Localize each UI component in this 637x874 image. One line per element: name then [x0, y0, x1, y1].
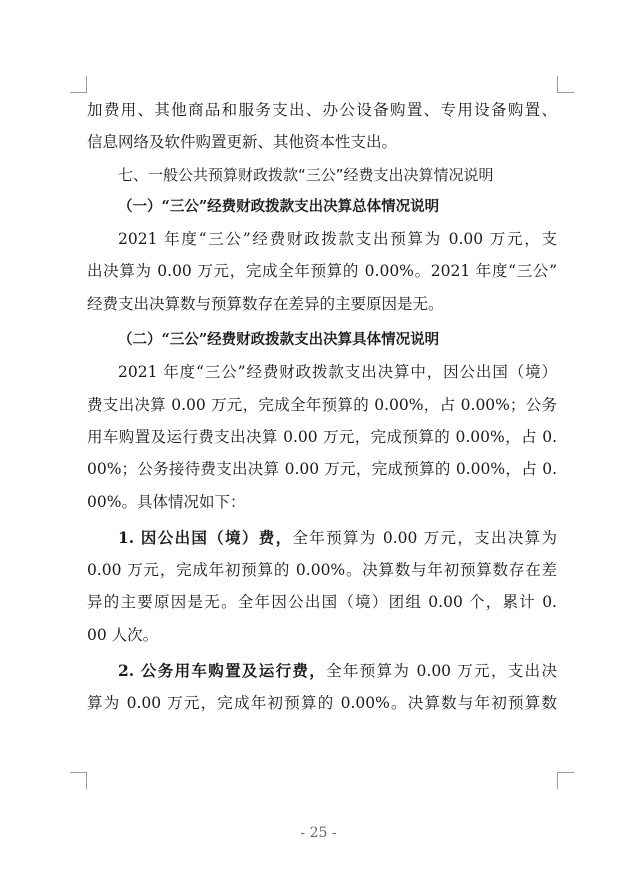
item-1-title: 1. 因公出国（境）费， — [118, 527, 293, 547]
body-line: 经费支出决算数与预算数存在差异的主要原因是无。 — [87, 294, 444, 313]
crop-mark-top-right — [557, 76, 574, 93]
body-line: 00 人次。 — [87, 625, 159, 644]
body-line: 加费用、其他商品和服务支出、办公设备购置、专用设备购置、 — [87, 101, 557, 119]
subsection-heading-1: （一）“三公”经费财政拨款支出决算总体情况说明 — [118, 197, 440, 215]
item-2-text: 全年预算为 0.00 万元，支出决 — [326, 662, 557, 681]
item-2-title: 2. 公务用车购置及运行费， — [118, 661, 327, 681]
body-line: 00%。具体情况如下： — [87, 492, 246, 511]
body-line: 出决算为 0.00 万元，完成全年预算的 0.00%。2021 年度“三公” — [87, 262, 557, 281]
section-heading-7: 七、一般公共预算财政拨款“三公”经费支出决算情况说明 — [118, 165, 494, 184]
body-line: 0.00 万元，完成年初预算的 0.00%。决算数与年初预算数存在差 — [87, 561, 557, 580]
paragraph-item-1-line — [87, 523, 557, 553]
item-1-text: 全年预算为 0.00 万元，支出决算为 — [292, 528, 557, 547]
body-line: 2021 年度“三公”经费财政拨款支出预算为 0.00 万元，支 — [118, 230, 557, 249]
body-line: 00%；公务接待费支出决算 0.00 万元，完成预算的 0.00%，占 0. — [87, 460, 557, 479]
page-number: - 25 - — [300, 825, 337, 841]
body-line: 信息网络及软件购置更新、其他资本性支出。 — [87, 133, 398, 152]
body-line: 算为 0.00 万元，完成年初预算的 0.00%。决算数与年初预算数 — [87, 694, 557, 713]
subsection-heading-2: （二）“三公”经费财政拨款支出决算具体情况说明 — [118, 331, 440, 349]
crop-mark-top-left — [70, 76, 87, 93]
body-line: 2021 年度“三公”经费财政拨款支出决算中，因公出国（境） — [118, 363, 557, 382]
body-line: 用车购置及运行费支出决算 0.00 万元，完成预算的 0.00%，占 0. — [87, 427, 557, 446]
body-line: 费支出决算 0.00 万元，完成全年预算的 0.00%，占 0.00%；公务 — [87, 395, 557, 414]
paragraph-item-2-line — [87, 656, 557, 686]
crop-mark-bottom-left — [70, 772, 87, 789]
crop-mark-bottom-right — [557, 772, 574, 789]
document-body — [87, 95, 557, 721]
body-line: 异的主要原因是无。全年因公出国（境）团组 0.00 个，累计 0. — [87, 593, 557, 612]
